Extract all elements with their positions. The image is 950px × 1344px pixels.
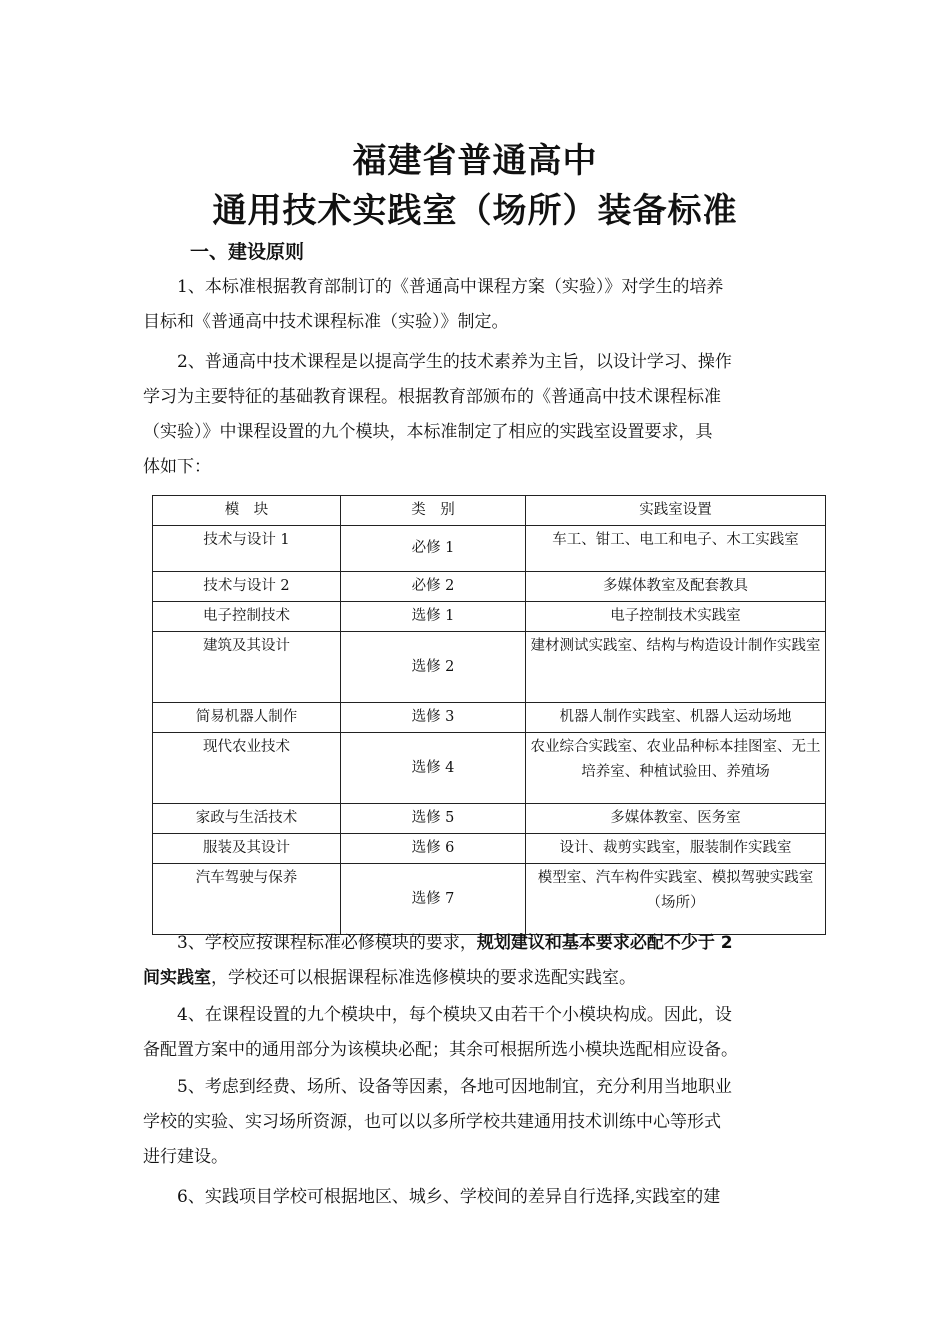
paragraph-line: 5、考虑到经费、场所、设备等因素，各地可因地制宜，充分利用当地职业 [177, 1077, 732, 1097]
cell-module: 技术与设计 1 [153, 526, 341, 572]
paragraph-line [143, 961, 811, 996]
cell-module: 电子控制技术 [153, 602, 341, 632]
cell-room: 多媒体教室、医务室 [526, 804, 826, 834]
table-row [153, 632, 826, 703]
paragraph-line: （实验）》中课程设置的九个模块，本标准制定了相应的实践室设置要求，具 [143, 422, 713, 442]
emphasis-text: 间实践室 [143, 968, 211, 988]
section-heading: 一、建设原则 [190, 241, 305, 263]
table-row [153, 572, 826, 602]
paragraph-6 [143, 1180, 811, 1215]
table-header-row [153, 496, 826, 526]
paragraph-line: 4、在课程设置的九个模块中，每个模块又由若干个小模块构成。因此，设 [177, 1005, 732, 1025]
cell-module: 技术与设计 2 [153, 572, 341, 602]
header-type: 类 别 [341, 496, 526, 526]
equipment-table [152, 495, 826, 935]
cell-type: 选修 5 [341, 804, 526, 834]
paragraph-5 [143, 1070, 811, 1175]
cell-type: 选修 4 [341, 733, 526, 804]
cell-module: 汽车驾驶与保养 [153, 864, 341, 935]
header-module: 模 块 [153, 496, 341, 526]
cell-room: 电子控制技术实践室 [526, 602, 826, 632]
paragraph-line: 学习为主要特征的基础教育课程。根据教育部颁布的《普通高中技术课程标准 [143, 387, 721, 407]
paragraph-2 [143, 345, 811, 485]
text-run: 3、学校应按课程标准必修模块的要求， [177, 933, 477, 953]
paragraph-3 [143, 926, 811, 996]
cell-type: 选修 2 [341, 632, 526, 703]
paragraph-1 [143, 270, 811, 340]
cell-module: 家政与生活技术 [153, 804, 341, 834]
paragraph-line: 体如下： [143, 457, 211, 477]
table-row [153, 733, 826, 804]
cell-room: 设计、裁剪实践室，服装制作实践室 [526, 834, 826, 864]
cell-room: 多媒体教室及配套教具 [526, 572, 826, 602]
document-title-line2: 通用技术实践室（场所）装备标准 [212, 191, 738, 231]
document-title-line1: 福建省普通高中 [352, 141, 598, 181]
cell-type: 选修 7 [341, 864, 526, 935]
paragraph-line: 1、本标准根据教育部制订的《普通高中课程方案（实验）》对学生的培养 [177, 277, 724, 297]
paragraph-line: 学校的实验、实习场所资源，也可以以多所学校共建通用技术训练中心等形式 [143, 1112, 721, 1132]
table-row [153, 864, 826, 935]
table-row [153, 703, 826, 733]
table-row [153, 834, 826, 864]
cell-type: 选修 3 [341, 703, 526, 733]
paragraph-line: 备配置方案中的通用部分为该模块必配；其余可根据所选小模块选配相应设备。 [143, 1040, 738, 1060]
cell-room: 模型室、汽车构件实践室、模拟驾驶实践室（场所） [526, 864, 826, 935]
text-run: ，学校还可以根据课程标准选修模块的要求选配实践室。 [211, 968, 636, 988]
paragraph-line: 进行建设。 [143, 1147, 228, 1167]
table-row [153, 526, 826, 572]
cell-module: 现代农业技术 [153, 733, 341, 804]
paragraph-line: 2、普通高中技术课程是以提高学生的技术素养为主旨，以设计学习、操作 [177, 352, 732, 372]
cell-module: 服装及其设计 [153, 834, 341, 864]
cell-module: 简易机器人制作 [153, 703, 341, 733]
cell-type: 必修 1 [341, 526, 526, 572]
paragraph-4 [143, 998, 811, 1068]
cell-type: 必修 2 [341, 572, 526, 602]
cell-type: 选修 6 [341, 834, 526, 864]
paragraph-line [143, 926, 811, 961]
cell-module: 建筑及其设计 [153, 632, 341, 703]
emphasis-text: 规划建议和基本要求必配不少于 2 [476, 933, 733, 953]
cell-room: 车工、钳工、电工和电子、木工实践室 [526, 526, 826, 572]
table-row [153, 602, 826, 632]
cell-room: 农业综合实践室、农业品种标本挂图室、无土培养室、种植试验田、养殖场 [526, 733, 826, 804]
paragraph-line: 目标和《普通高中技术课程标准（实验）》制定。 [143, 312, 509, 332]
cell-type: 选修 1 [341, 602, 526, 632]
header-room: 实践室设置 [526, 496, 826, 526]
table-row [153, 804, 826, 834]
cell-room: 建材测试实践室、结构与构造设计制作实践室 [526, 632, 826, 703]
cell-room: 机器人制作实践室、机器人运动场地 [526, 703, 826, 733]
paragraph-line: 6、实践项目学校可根据地区、城乡、学校间的差异自行选择,实践室的建 [177, 1187, 721, 1207]
